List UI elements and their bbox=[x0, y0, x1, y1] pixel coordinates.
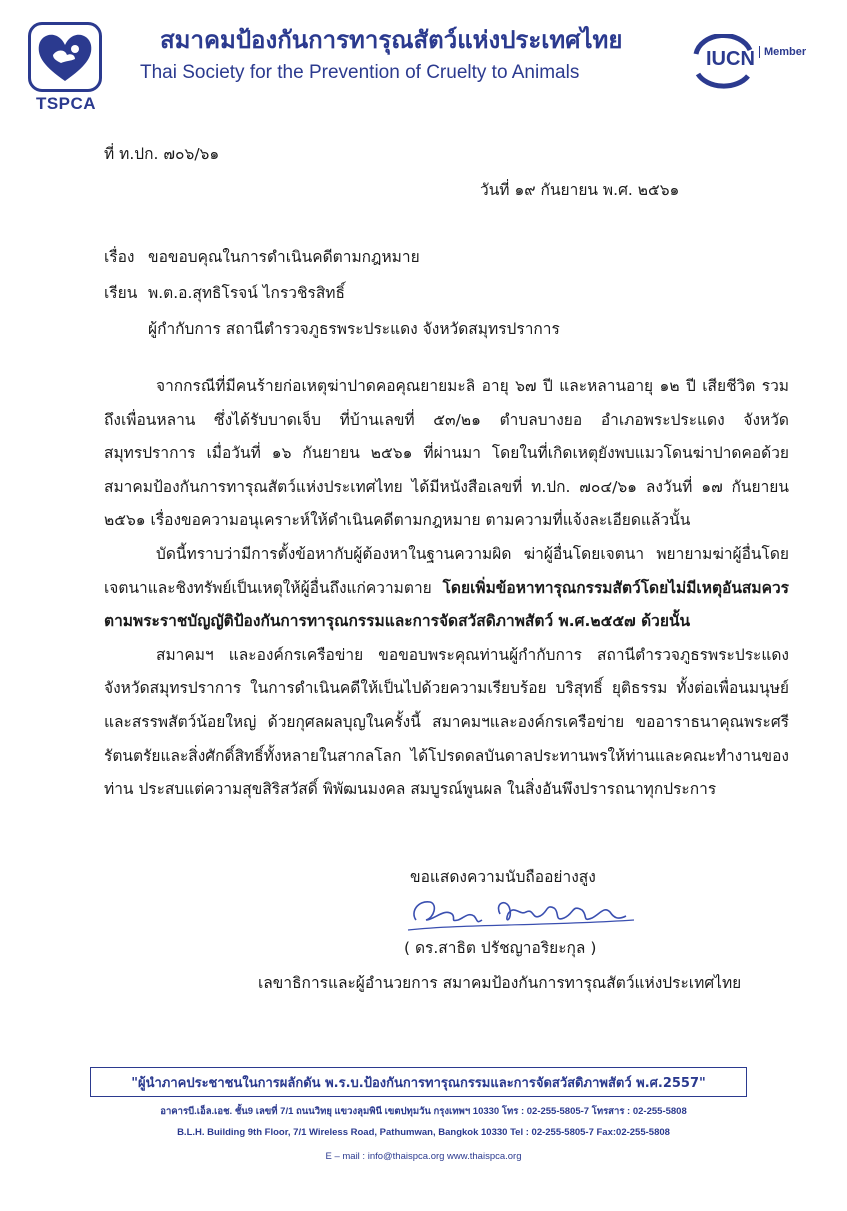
signatory-name: ( ดร.สาธิต ปรัชญาอริยะกุล ) bbox=[404, 939, 597, 957]
paragraph-1: จากกรณีที่มีคนร้ายก่อเหตุฆ่าปาดคอคุณยายมะลิ อายุ ๖๗ ปี และหลานอายุ ๑๒ ปี เสียชีวิต รวมถึงเพื่อนหลาน ซึ่งได้รับบาดเจ็บ ที่บ้านเลขที่ ๕๓/๒๑ ตำบลบางยอ อำเภอพระประแดง จังหวัดสมุทรปราการ เมื่อวันที่ ๑๖ กันยายน ๒๕๖๑ ที่ผ่านมา โดยในที่เกิดเหตุยังพบแมวโดนฆ่าปาดคอด้วย สมาคมป้องกันการทารุณสัตว์แห่งประเทศไทย ได้มีหนังสือเลขที่ ท.ปก. ๗๐๔/๖๑ ลงวันที่ ๑๗ กันยายน ๒๕๖๑ เรื่องขอความอนุเคราะห์ให้ดำเนินคดีตามกฎหมาย ตามความที่แจ้งละเอียดแล้วนั้น bbox=[104, 377, 789, 530]
reference-number: ที่ ท.ปก. ๗๐๖/๖๑ bbox=[104, 145, 220, 163]
org-name-thai: สมาคมป้องกันการทารุณสัตว์แห่งประเทศไทย bbox=[160, 26, 623, 54]
footer-address-english: B.L.H. Building 9th Floor, 7/1 Wireless Road, Pathumwan, Bangkok 10330 Tel : 02-255-5805-7 Fax:02-255-5808 bbox=[177, 1127, 670, 1138]
subject-text: ขอขอบคุณในการดำเนินคดีตามกฎหมาย bbox=[148, 248, 420, 266]
paragraph-2-text: บัดนี้ทราบว่ามีการตั้งข้อหากับผู้ต้องหาในฐานความผิด ฆ่าผู้อื่นโดยเจตนา พยายามฆ่าผู้อื่นโดยเจตนาและชิงทรัพย์เป็นเหตุให้ผู้อื่นถึงแก่ความตาย bbox=[104, 544, 789, 597]
recipient-name: พ.ต.อ.สุทธิโรจน์ ไกรวชิรสิทธิ์ bbox=[148, 284, 345, 302]
iucn-member-label: Member bbox=[759, 46, 806, 58]
recipient-position: ผู้กำกับการ สถานีตำรวจภูธรพระประแดง จังหวัดสมุทรปราการ bbox=[148, 320, 560, 338]
heart-animal-icon bbox=[31, 25, 99, 89]
org-name-english: Thai Society for the Prevention of Cruelty to Animals bbox=[140, 62, 580, 83]
handwritten-signature bbox=[404, 890, 644, 938]
recipient-label: เรียน bbox=[104, 284, 138, 302]
letter-date: วันที่ ๑๙ กันยายน พ.ศ. ๒๕๖๑ bbox=[480, 181, 680, 199]
subject-label: เรื่อง bbox=[104, 248, 135, 266]
footer-contact: E – mail : info@thaispca.org www.thaispca.org bbox=[325, 1151, 522, 1162]
iucn-text: IUCN bbox=[706, 48, 755, 70]
paragraph-2 bbox=[104, 538, 789, 639]
closing-phrase: ขอแสดงความนับถืออย่างสูง bbox=[410, 868, 596, 886]
signatory-title: เลขาธิการและผู้อำนวยการ สมาคมป้องกันการทารุณสัตว์แห่งประเทศไทย bbox=[258, 974, 742, 992]
letter-body bbox=[104, 370, 789, 807]
logo-text: TSPCA bbox=[35, 94, 97, 113]
footer-slogan: "ผู้นำภาคประชาชนในการผลักดัน พ.ร.บ.ป้องกันการทารุณกรรมและการจัดสวัสดิภาพสัตว์ พ.ศ.2557" bbox=[90, 1067, 747, 1097]
footer-address-thai: อาคารบี.เอ็ล.เอช. ชั้น9 เลขที่ 7/1 ถนนวิทยุ แขวงลุมพินี เขตปทุมวัน กรุงเทพฯ 10330 โทร : 02-255-5805-7 โทรสาร : 02-255-5808 bbox=[160, 1106, 687, 1117]
tspca-logo bbox=[28, 22, 102, 92]
paragraph-3: สมาคมฯ และองค์กรเครือข่าย ขอขอบพระคุณท่านผู้กำกับการ สถานีตำรวจภูธรพระประแดง จังหวัดสมุทรปราการ ในการดำเนินคดีให้เป็นไปด้วยความเรียบร้อย บริสุทธิ์ ยุติธรรม ทั้งต่อเพื่อนมนุษย์และสรรพสัตว์น้อยใหญ่ ด้วยกุศลผลบุญในครั้งนี้ สมาคมฯและองค์กรเครือข่าย ขออาราธนาคุณพระศรีรัตนตรัยและสิ่งศักดิ์สิทธิ์ทั้งหลายในสากลโลก ได้โปรดดลบันดาลประทานพรให้ท่านและคณะทำงานของท่าน ประสบแต่ความสุขสิริสวัสดิ์ พิพัฒนมงคล สมบูรณ์พูนผล ในสิ่งอันพึงปรารถนาทุกประการ bbox=[104, 645, 789, 799]
paragraph-2-bold-text: โดยเพิ่มข้อหาทารุณกรรมสัตว์โดยไม่มีเหตุอันสมควร ตามพระราชบัญญัติป้องกันการทารุณกรรมและการจัดสวัสดิภาพสัตว์ พ.ศ.๒๕๕๗ ด้วยนั้น bbox=[104, 578, 789, 631]
